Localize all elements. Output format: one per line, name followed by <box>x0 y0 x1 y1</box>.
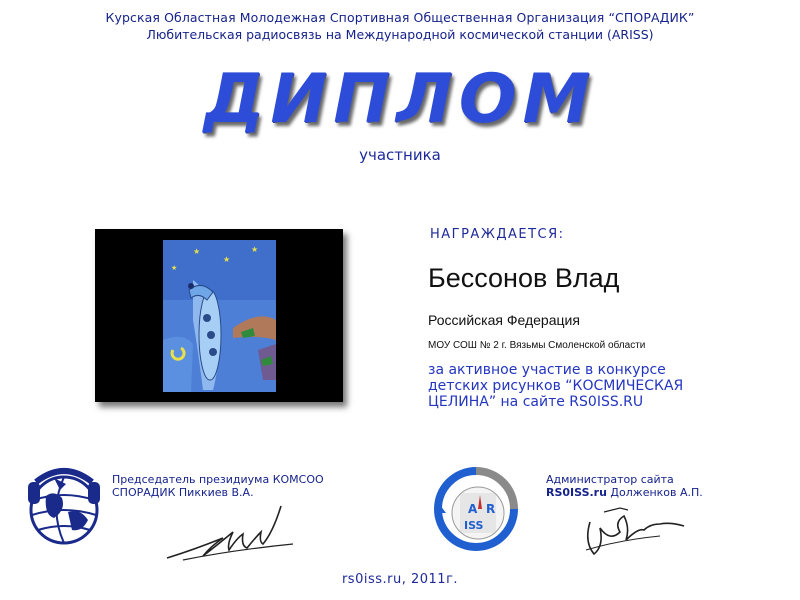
svg-text:★: ★ <box>193 247 201 256</box>
signature-chair-icon <box>163 498 298 570</box>
diploma-subtitle: участника <box>359 146 441 164</box>
admin-title: Администратор сайта <box>546 473 674 486</box>
award-reason-line2: детских рисунков “КОСМИЧЕСКАЯ <box>428 378 684 394</box>
ariss-logo-iss: ISS <box>464 519 484 532</box>
header-organization: Курская Областная Молодежная Спортивная Общественная Организация “СПОРАДИК” <box>105 10 695 25</box>
recipient-country: Российская Федерация <box>428 312 580 328</box>
ariss-logo-icon <box>432 465 520 553</box>
recipient-name: Бессонов Влад <box>428 263 620 293</box>
award-reason-line3: ЦЕЛИНА” на сайте RS0ISS.RU <box>428 394 644 410</box>
diploma-title: ДИПЛОМ <box>203 60 597 139</box>
admin-name: Долженков А.П. <box>606 486 703 499</box>
admin-name-line <box>546 486 703 499</box>
drawing-photo <box>95 229 343 402</box>
svg-text:★: ★ <box>223 255 231 264</box>
svg-text:★: ★ <box>171 264 178 272</box>
awarded-label: НАГРАЖДАЕТСЯ: <box>430 227 565 242</box>
award-reason-line1: за активное участие в конкурсе <box>428 362 666 378</box>
ariss-logo-letter-r: R <box>486 502 496 516</box>
chair-signature-block <box>112 473 324 499</box>
recipient-school: МОУ СОШ № 2 г. Вязьмы Смоленской области <box>428 340 646 351</box>
signature-admin-icon <box>580 502 690 564</box>
ariss-logo-letter-a: A <box>468 502 478 516</box>
admin-signature-block <box>546 473 703 499</box>
header-ariss: Любительская радиосвязь на Международной космической станции (ARISS) <box>146 27 654 42</box>
chair-title: Председатель президиума КОМСОО <box>112 473 324 486</box>
children-drawing-image <box>163 240 276 392</box>
admin-site: RS0ISS.ru <box>546 486 607 499</box>
sporadik-globe-logo-icon <box>24 460 104 552</box>
svg-text:★: ★ <box>251 245 259 254</box>
award-reason <box>428 362 768 410</box>
chair-name: СПОРАДИК Пиккиев В.А. <box>112 486 254 499</box>
footer-site-year: rs0iss.ru, 2011г. <box>341 572 459 587</box>
